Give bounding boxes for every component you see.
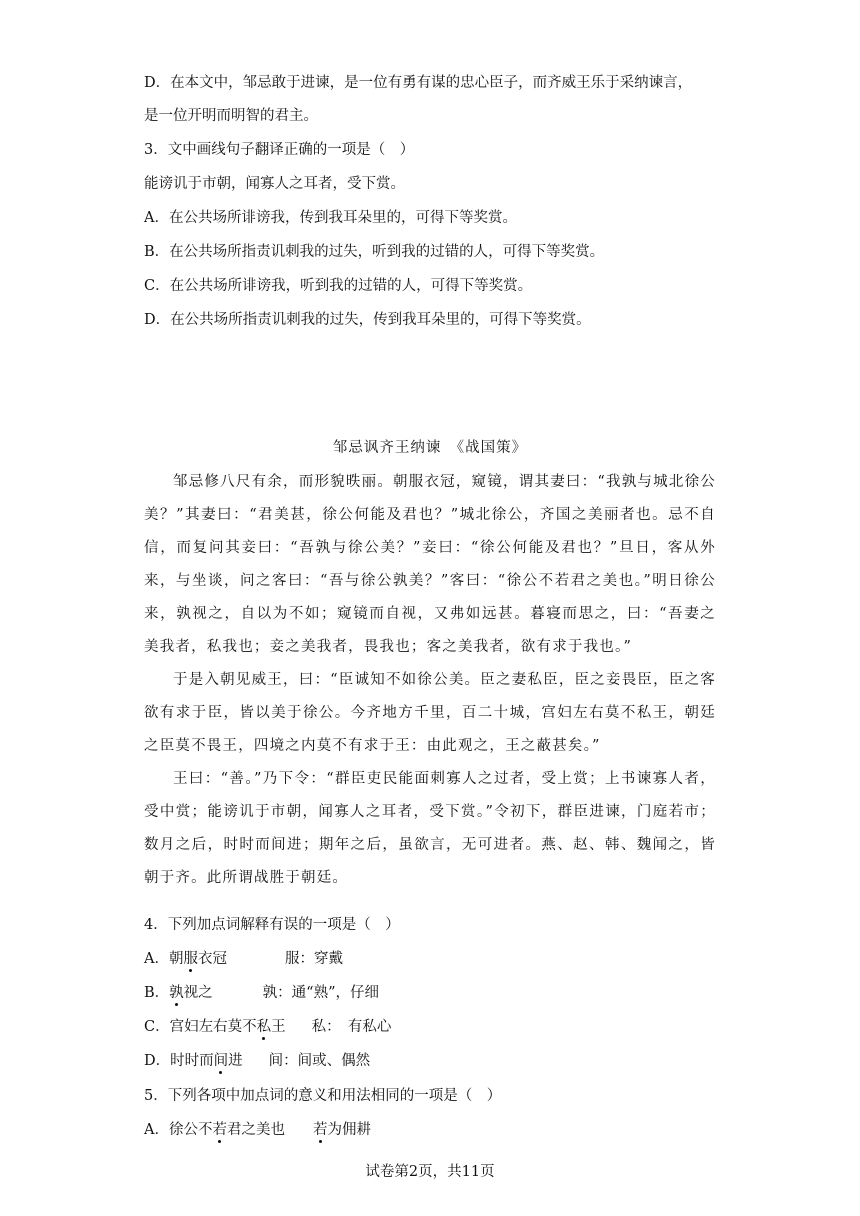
gloss: 间：间或、偶然 bbox=[268, 1053, 371, 1069]
option-label: C． bbox=[144, 1019, 170, 1035]
option-label: B． bbox=[144, 985, 170, 1001]
q4-option-b: B．孰视之 孰：通“熟”，仔细 bbox=[144, 985, 379, 1001]
dotted-word: 服 bbox=[183, 951, 198, 967]
dotted-word: 若 bbox=[212, 1122, 227, 1138]
gloss: 私： 有私心 bbox=[311, 1019, 392, 1035]
dotted-word: 孰 bbox=[169, 985, 184, 1001]
dotted-word: 若 bbox=[312, 1122, 328, 1138]
q4-option-d: D．时时而间进 间：间或、偶然 bbox=[144, 1053, 371, 1069]
option-label: A． bbox=[144, 1122, 169, 1138]
passage-paragraph: 于是入朝见威王，曰：“臣诚知不如徐公美。臣之妻私臣，臣之妾畏臣，臣之客欲有求于臣，皆以美于徐公。今齐地方千里，百二十城，宫妇左右莫不私王，朝廷之臣莫不畏王，四境之内莫不有求于王：由此观之，王之蔽甚矣。” bbox=[144, 672, 716, 754]
q2-option-d-line1: D．在本文中，邹忌敢于进谏，是一位有勇有谋的忠心臣子，而齐威王乐于采纳谏言， bbox=[144, 75, 693, 91]
passage-body bbox=[144, 466, 716, 895]
q3-option-d: D．在公共场所指责讥刺我的过失，传到我耳朵里的，可得下等奖赏。 bbox=[144, 312, 591, 328]
gloss: 服：穿戴 bbox=[284, 951, 343, 967]
q5-stem: 5．下列各项中加点词的意义和用法相同的一项是（ ） bbox=[144, 1088, 502, 1104]
option-label: A． bbox=[144, 951, 169, 967]
q3-stem: 3．文中画线句子翻译正确的一项是（ ） bbox=[144, 142, 415, 158]
page-footer: 试卷第2页，共11页 bbox=[365, 1164, 495, 1180]
q4-option-a: A．朝服衣冠 服：穿戴 bbox=[144, 951, 343, 967]
q4-option-c: C．宫妇左右莫不私王 私： 有私心 bbox=[144, 1019, 392, 1035]
dotted-word: 私 bbox=[256, 1019, 272, 1035]
q3-option-a: A．在公共场所诽谤我，传到我耳朵里的，可得下等奖赏。 bbox=[144, 210, 517, 226]
passage-paragraph: 邹忌修八尺有余，而形貌昳丽。朝服衣冠，窥镜，谓其妻曰：“我孰与城北徐公美？”其妻曰：“君美甚，徐公何能及君也？”城北徐公，齐国之美丽者也。忌不自信，而复问其妾曰：“吾孰与徐公美？”妾曰：“徐公何能及君也？”旦日，客从外来，与坐谈，问之客曰：“吾与徐公孰美？”客曰：“徐公不若君之美也。”明日徐公来，孰视之，自以为不如；窥镜而自视，又弗如远甚。暮寝而思之，曰：“吾妻之美我者，私我也；妾之美我者，畏我也；客之美我者，欲有求于我也。” bbox=[144, 474, 716, 655]
passage-title: 邹忌讽齐王纳谏 《战国策》 bbox=[332, 440, 528, 456]
option-label: D． bbox=[144, 1053, 171, 1069]
gloss: 孰：通“熟”，仔细 bbox=[262, 985, 379, 1001]
q3-sentence: 能谤讥于市朝，闻寡人之耳者，受下赏。 bbox=[144, 176, 405, 192]
q4-stem: 4．下列加点词解释有误的一项是（ ） bbox=[144, 917, 400, 933]
q2-option-d-line2: 是一位开明而明智的君主。 bbox=[144, 108, 318, 124]
passage-paragraph: 王曰：“善。”乃下令：“群臣吏民能面刺寡人之过者，受上赏；上书谏寡人者，受中赏；能谤讥于市朝，闻寡人之耳者，受下赏。”令初下，群臣进谏，门庭若市；数月之后，时时而间进；期年之后，虽欲言，无可进者。燕、赵、韩、魏闻之，皆朝于齐。此所谓战胜于朝廷。 bbox=[144, 771, 716, 886]
q3-option-b: B．在公共场所指责讥刺我的过失，听到我的过错的人，可得下等奖赏。 bbox=[144, 244, 605, 260]
q3-option-c: C．在公共场所诽谤我，听到我的过错的人，可得下等奖赏。 bbox=[144, 278, 533, 294]
dotted-word: 间 bbox=[213, 1053, 229, 1069]
q5-option-a: A．徐公不若君之美也 若为佣耕 bbox=[144, 1122, 371, 1138]
